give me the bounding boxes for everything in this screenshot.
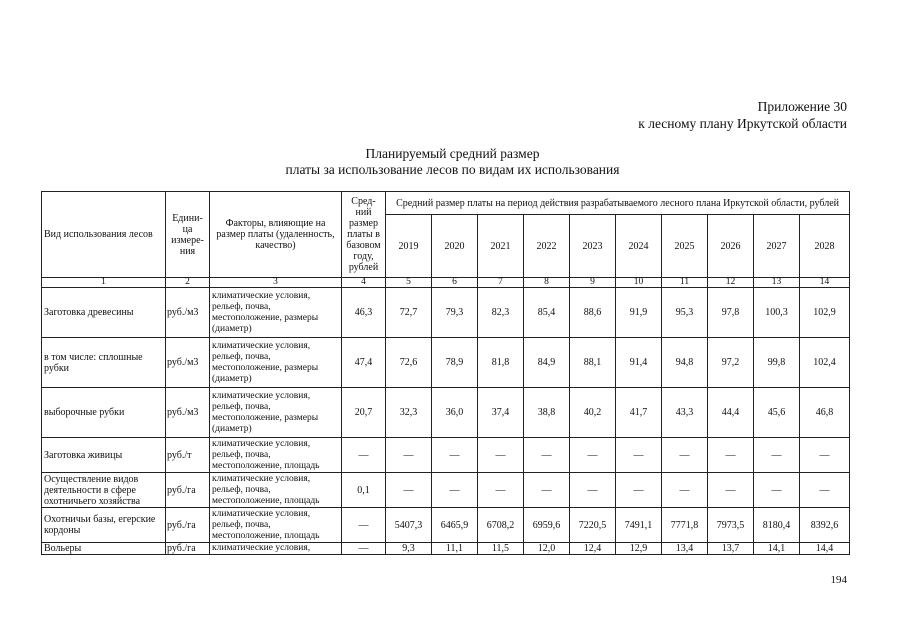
row-kind: выборочные рубки bbox=[42, 388, 166, 438]
index-cell: 11 bbox=[662, 278, 708, 288]
index-cell: 9 bbox=[570, 278, 616, 288]
row-year-value: 88,6 bbox=[570, 288, 616, 338]
header-unit: Едини-ца измере-ния bbox=[166, 192, 210, 278]
header-year: 2024 bbox=[616, 215, 662, 278]
header-year: 2020 bbox=[432, 215, 478, 278]
row-factors: климатические условия, рельеф, почва, местоположение, площадь bbox=[210, 438, 342, 473]
row-base-value: 46,3 bbox=[342, 288, 386, 338]
row-base-value: 20,7 bbox=[342, 388, 386, 438]
row-year-value: 8392,6 bbox=[800, 508, 850, 543]
index-cell: 1 bbox=[42, 278, 166, 288]
row-factors: климатические условия, рельеф, почва, местоположение, размеры (диаметр) bbox=[210, 388, 342, 438]
row-kind: Осуществление видов деятельности в сфере охотничьего хозяйства bbox=[42, 473, 166, 508]
row-year-value: — bbox=[570, 438, 616, 473]
index-cell: 10 bbox=[616, 278, 662, 288]
row-year-value: 11,5 bbox=[478, 543, 524, 555]
header-year: 2023 bbox=[570, 215, 616, 278]
row-kind: в том числе: сплошные рубки bbox=[42, 338, 166, 388]
row-year-value: — bbox=[754, 438, 800, 473]
index-cell: 2 bbox=[166, 278, 210, 288]
index-cell: 3 bbox=[210, 278, 342, 288]
index-row bbox=[42, 278, 850, 288]
table-row bbox=[42, 388, 850, 438]
row-year-value: — bbox=[616, 473, 662, 508]
row-year-value: 13,4 bbox=[662, 543, 708, 555]
row-year-value: — bbox=[616, 438, 662, 473]
header-year: 2019 bbox=[386, 215, 432, 278]
row-year-value: 6465,9 bbox=[432, 508, 478, 543]
row-year-value: 13,7 bbox=[708, 543, 754, 555]
row-year-value: 12,9 bbox=[616, 543, 662, 555]
index-cell: 13 bbox=[754, 278, 800, 288]
row-year-value: 46,8 bbox=[800, 388, 850, 438]
row-unit: руб./м3 bbox=[166, 338, 210, 388]
row-base-value: — bbox=[342, 438, 386, 473]
row-factors: климатические условия, bbox=[210, 543, 342, 555]
row-factors: климатические условия, рельеф, почва, местоположение, размеры (диаметр) bbox=[210, 338, 342, 388]
row-factors: климатические условия, рельеф, почва, местоположение, размеры (диаметр) bbox=[210, 288, 342, 338]
row-year-value: 7220,5 bbox=[570, 508, 616, 543]
row-year-value: — bbox=[662, 438, 708, 473]
row-year-value: 100,3 bbox=[754, 288, 800, 338]
row-year-value: 94,8 bbox=[662, 338, 708, 388]
appendix-line1: Приложение 30 bbox=[757, 99, 847, 114]
row-year-value: 37,4 bbox=[478, 388, 524, 438]
row-year-value: — bbox=[524, 438, 570, 473]
row-year-value: 99,8 bbox=[754, 338, 800, 388]
row-year-value: — bbox=[800, 438, 850, 473]
header-period: Средний размер платы на период действия разрабатываемого лесного плана Иркутской области, рублей bbox=[386, 192, 850, 215]
fee-table bbox=[41, 191, 850, 555]
row-year-value: 78,9 bbox=[432, 338, 478, 388]
index-cell: 8 bbox=[524, 278, 570, 288]
index-cell: 14 bbox=[800, 278, 850, 288]
row-year-value: 91,4 bbox=[616, 338, 662, 388]
row-year-value: 41,7 bbox=[616, 388, 662, 438]
row-year-value: 6959,6 bbox=[524, 508, 570, 543]
row-year-value: — bbox=[432, 473, 478, 508]
row-year-value: 95,3 bbox=[662, 288, 708, 338]
row-kind: Заготовка древесины bbox=[42, 288, 166, 338]
row-year-value: 43,3 bbox=[662, 388, 708, 438]
document-title bbox=[0, 146, 905, 178]
table-row bbox=[42, 543, 850, 555]
row-year-value: 11,1 bbox=[432, 543, 478, 555]
row-year-value: 82,3 bbox=[478, 288, 524, 338]
header-year: 2027 bbox=[754, 215, 800, 278]
row-year-value: 7771,8 bbox=[662, 508, 708, 543]
appendix-caption bbox=[638, 98, 847, 132]
row-year-value: — bbox=[662, 473, 708, 508]
header-year: 2021 bbox=[478, 215, 524, 278]
row-unit: руб./м3 bbox=[166, 288, 210, 338]
row-year-value: 72,6 bbox=[386, 338, 432, 388]
header-year: 2022 bbox=[524, 215, 570, 278]
row-base-value: — bbox=[342, 508, 386, 543]
row-year-value: 102,9 bbox=[800, 288, 850, 338]
row-year-value: — bbox=[386, 438, 432, 473]
page-number: 194 bbox=[830, 574, 847, 586]
row-year-value: — bbox=[386, 473, 432, 508]
row-year-value: 88,1 bbox=[570, 338, 616, 388]
row-year-value: — bbox=[754, 473, 800, 508]
row-year-value: 14,4 bbox=[800, 543, 850, 555]
row-year-value: 45,6 bbox=[754, 388, 800, 438]
row-base-value: — bbox=[342, 543, 386, 555]
row-year-value: 72,7 bbox=[386, 288, 432, 338]
row-year-value: 7491,1 bbox=[616, 508, 662, 543]
row-year-value: 6708,2 bbox=[478, 508, 524, 543]
header-year: 2025 bbox=[662, 215, 708, 278]
row-year-value: — bbox=[708, 473, 754, 508]
row-base-value: 47,4 bbox=[342, 338, 386, 388]
table-row bbox=[42, 338, 850, 388]
header-factors: Факторы, влияющие на размер платы (удаленность, качество) bbox=[210, 192, 342, 278]
row-year-value: 9,3 bbox=[386, 543, 432, 555]
table-body bbox=[42, 288, 850, 555]
title-line1: Планируемый средний размер bbox=[365, 146, 540, 161]
row-year-value: 91,9 bbox=[616, 288, 662, 338]
header-year: 2028 bbox=[800, 215, 850, 278]
row-year-value: 79,3 bbox=[432, 288, 478, 338]
row-unit: руб./га bbox=[166, 508, 210, 543]
row-year-value: 97,2 bbox=[708, 338, 754, 388]
row-unit: руб./т bbox=[166, 438, 210, 473]
row-kind: Заготовка живицы bbox=[42, 438, 166, 473]
header-kind: Вид использования лесов bbox=[42, 192, 166, 278]
row-year-value: 81,8 bbox=[478, 338, 524, 388]
row-year-value: — bbox=[708, 438, 754, 473]
row-year-value: 44,4 bbox=[708, 388, 754, 438]
index-cell: 7 bbox=[478, 278, 524, 288]
row-year-value: 32,3 bbox=[386, 388, 432, 438]
row-unit: руб./м3 bbox=[166, 388, 210, 438]
row-year-value: — bbox=[524, 473, 570, 508]
table-row bbox=[42, 508, 850, 543]
row-year-value: — bbox=[800, 473, 850, 508]
row-factors: климатические условия, рельеф, почва, местоположение, площадь bbox=[210, 473, 342, 508]
index-cell: 4 bbox=[342, 278, 386, 288]
row-year-value: 38,8 bbox=[524, 388, 570, 438]
title-line2: платы за использование лесов по видам их использования bbox=[285, 162, 620, 177]
row-year-value: 102,4 bbox=[800, 338, 850, 388]
row-year-value: 40,2 bbox=[570, 388, 616, 438]
row-year-value: — bbox=[478, 438, 524, 473]
header-base: Сред-ний размер платы в базовом году, рублей bbox=[342, 192, 386, 278]
header-row-1 bbox=[42, 192, 850, 215]
table-row bbox=[42, 438, 850, 473]
index-cell: 12 bbox=[708, 278, 754, 288]
index-cell: 5 bbox=[386, 278, 432, 288]
row-unit: руб./га bbox=[166, 473, 210, 508]
row-year-value: 8180,4 bbox=[754, 508, 800, 543]
row-unit: руб./га bbox=[166, 543, 210, 555]
row-year-value: — bbox=[432, 438, 478, 473]
row-kind: Охотничьи базы, егерские кордоны bbox=[42, 508, 166, 543]
row-base-value: 0,1 bbox=[342, 473, 386, 508]
row-year-value: 5407,3 bbox=[386, 508, 432, 543]
row-year-value: 7973,5 bbox=[708, 508, 754, 543]
row-year-value: 12,4 bbox=[570, 543, 616, 555]
appendix-line2: к лесному плану Иркутской области bbox=[638, 116, 847, 131]
row-factors: климатические условия, рельеф, почва, местоположение, площадь bbox=[210, 508, 342, 543]
row-year-value: 14,1 bbox=[754, 543, 800, 555]
row-year-value: 97,8 bbox=[708, 288, 754, 338]
row-year-value: 84,9 bbox=[524, 338, 570, 388]
row-year-value: 85,4 bbox=[524, 288, 570, 338]
row-year-value: 36,0 bbox=[432, 388, 478, 438]
header-year: 2026 bbox=[708, 215, 754, 278]
table-row bbox=[42, 473, 850, 508]
index-cell: 6 bbox=[432, 278, 478, 288]
row-year-value: — bbox=[570, 473, 616, 508]
table-row bbox=[42, 288, 850, 338]
row-year-value: 12,0 bbox=[524, 543, 570, 555]
row-kind: Вольеры bbox=[42, 543, 166, 555]
row-year-value: — bbox=[478, 473, 524, 508]
